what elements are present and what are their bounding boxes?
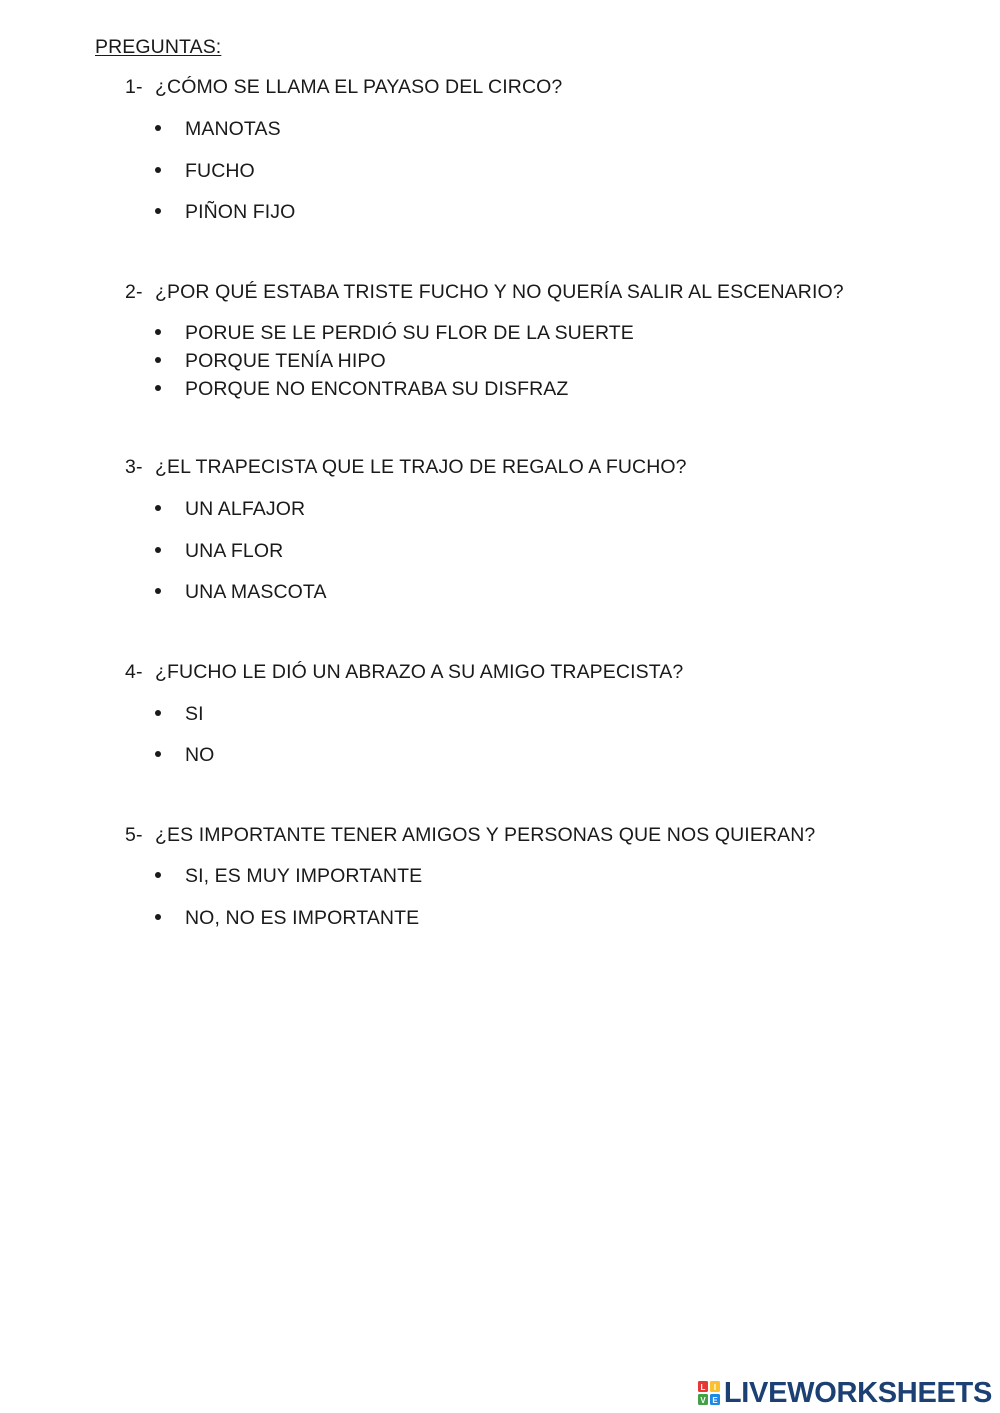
option-1-3[interactable] <box>155 201 295 224</box>
question-text: ¿FUCHO LE DIÓ UN ABRAZO A SU AMIGO TRAPECISTA? <box>155 661 684 683</box>
bullet-icon <box>155 588 161 594</box>
question-number: 5- <box>125 824 143 846</box>
page-heading: PREGUNTAS: <box>95 36 222 58</box>
question-1 <box>125 76 562 99</box>
option-label: PORQUE NO ENCONTRABA SU DISFRAZ <box>185 378 569 400</box>
option-label: PIÑON FIJO <box>185 201 296 223</box>
option-label: PORUE SE LE PERDIÓ SU FLOR DE LA SUERTE <box>185 322 634 344</box>
option-label: PORQUE TENÍA HIPO <box>185 350 386 372</box>
bullet-icon <box>155 329 161 335</box>
option-label: UNA MASCOTA <box>185 581 327 603</box>
option-1-1[interactable] <box>155 118 281 141</box>
option-4-1[interactable] <box>155 703 204 726</box>
bullet-icon <box>155 751 161 757</box>
question-number: 1- <box>125 76 143 98</box>
option-label: NO, NO ES IMPORTANTE <box>185 907 420 929</box>
option-2-2[interactable] <box>155 350 386 373</box>
bullet-icon <box>155 505 161 511</box>
option-1-2[interactable] <box>155 160 255 183</box>
bullet-icon <box>155 357 161 363</box>
question-5 <box>125 824 815 847</box>
option-2-3[interactable] <box>155 378 568 401</box>
question-number: 3- <box>125 456 143 478</box>
svg-text:I: I <box>713 1383 717 1392</box>
question-4 <box>125 661 683 684</box>
svg-text:E: E <box>712 1396 718 1405</box>
option-2-1[interactable] <box>155 322 634 345</box>
svg-text:L: L <box>700 1383 706 1392</box>
bullet-icon <box>155 167 161 173</box>
svg-text:V: V <box>700 1396 706 1405</box>
option-label: NO <box>185 744 215 766</box>
bullet-icon <box>155 872 161 878</box>
question-text: ¿EL TRAPECISTA QUE LE TRAJO DE REGALO A FUCHO? <box>155 456 687 478</box>
option-3-1[interactable] <box>155 498 305 521</box>
option-label: UNA FLOR <box>185 540 284 562</box>
question-2 <box>125 281 844 304</box>
question-3 <box>125 456 687 479</box>
liveworksheets-logo[interactable] <box>697 1376 992 1410</box>
option-label: SI, ES MUY IMPORTANTE <box>185 865 423 887</box>
liveworksheets-logo-icon <box>697 1380 721 1406</box>
option-3-3[interactable] <box>155 581 327 604</box>
bullet-icon <box>155 547 161 553</box>
option-5-1[interactable] <box>155 865 422 888</box>
bullet-icon <box>155 710 161 716</box>
option-label: MANOTAS <box>185 118 281 140</box>
bullet-icon <box>155 914 161 920</box>
question-text: ¿ES IMPORTANTE TENER AMIGOS Y PERSONAS QUE NOS QUIERAN? <box>155 824 816 846</box>
logo-text: LIVEWORKSHEETS <box>723 1376 992 1409</box>
question-text: ¿CÓMO SE LLAMA EL PAYASO DEL CIRCO? <box>155 76 563 98</box>
option-label: SI <box>185 703 204 725</box>
option-4-2[interactable] <box>155 744 214 767</box>
option-label: FUCHO <box>185 160 255 182</box>
option-5-2[interactable] <box>155 907 419 930</box>
bullet-icon <box>155 125 161 131</box>
bullet-icon <box>155 208 161 214</box>
option-3-2[interactable] <box>155 540 283 563</box>
question-number: 2- <box>125 281 143 303</box>
question-text: ¿POR QUÉ ESTABA TRISTE FUCHO Y NO QUERÍA SALIR AL ESCENARIO? <box>155 281 844 303</box>
option-label: UN ALFAJOR <box>185 498 306 520</box>
question-number: 4- <box>125 661 143 683</box>
bullet-icon <box>155 385 161 391</box>
